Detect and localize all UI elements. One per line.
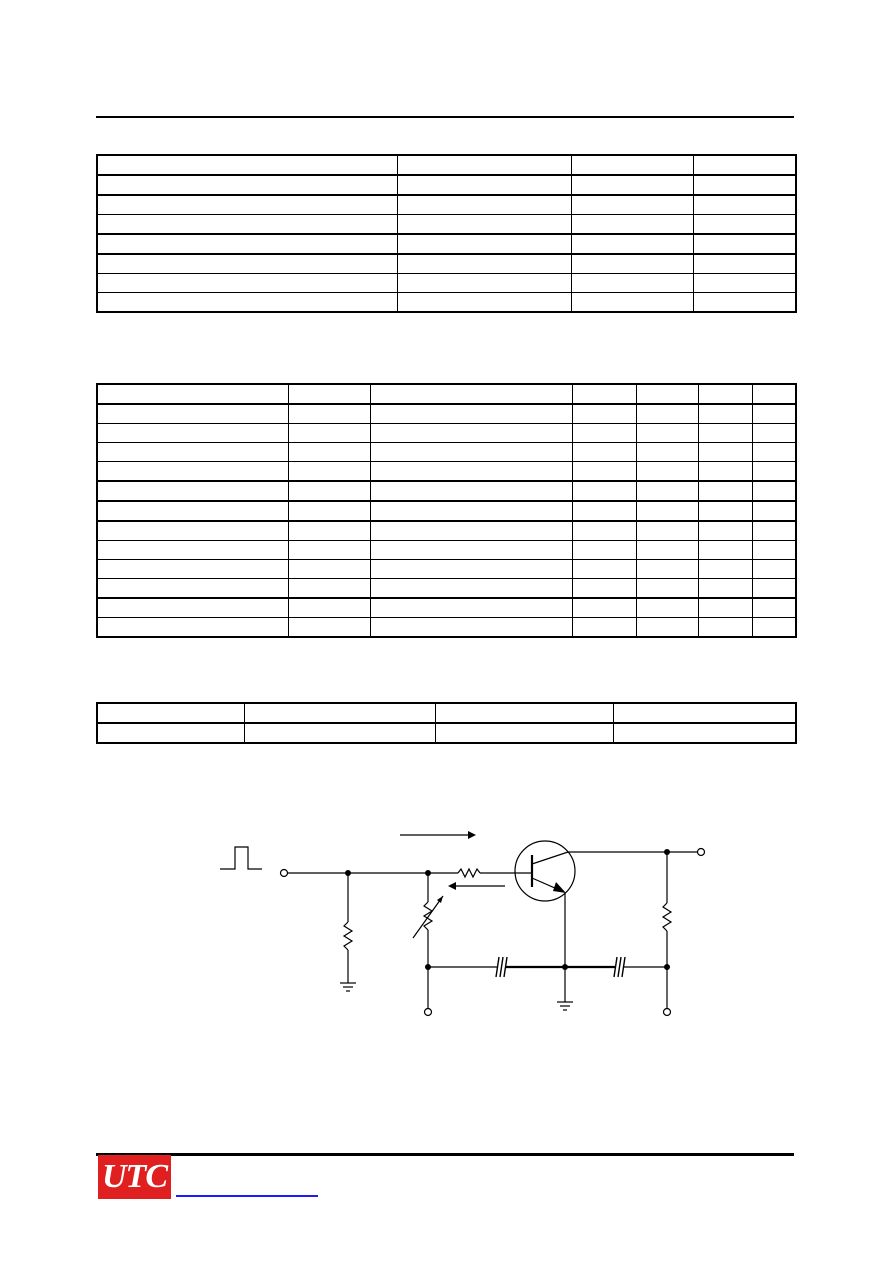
logo-text: UTC (102, 1158, 167, 1195)
table-row (97, 481, 796, 501)
table-row (97, 618, 796, 638)
transistor-symbol (515, 841, 575, 901)
bias-resistor (344, 922, 352, 950)
table-row (97, 215, 796, 235)
ground-icon (557, 1002, 573, 1010)
input-terminal (281, 870, 288, 877)
table-row (97, 703, 796, 723)
table-row (97, 155, 796, 175)
capacitor-right (614, 957, 625, 977)
electrical-characteristics-table (96, 383, 797, 638)
output-terminal (698, 849, 705, 856)
table-row (97, 443, 796, 462)
test-circuit-diagram (210, 820, 710, 1025)
table-row (97, 521, 796, 541)
website-link[interactable] (176, 1195, 318, 1197)
load-resistor (663, 903, 671, 931)
terminal (664, 1009, 671, 1016)
table-row (97, 254, 796, 274)
table-row (97, 462, 796, 482)
table-row (97, 501, 796, 521)
footer-rule (96, 1153, 794, 1156)
absolute-ratings-table (96, 154, 797, 313)
junction-node (562, 964, 568, 970)
table-row (97, 598, 796, 618)
table-row (97, 541, 796, 560)
table-row (97, 723, 796, 743)
table-row (97, 234, 796, 254)
terminal (425, 1009, 432, 1016)
input-pulse-icon (220, 847, 262, 869)
table-row (97, 579, 796, 599)
table-row (97, 384, 796, 404)
table-row (97, 404, 796, 424)
capacitor-left (496, 957, 507, 977)
table-row (97, 175, 796, 195)
header-rule (96, 116, 794, 118)
table-row (97, 424, 796, 443)
table-row (97, 293, 796, 313)
base-resistor (458, 869, 480, 877)
table-row (97, 195, 796, 215)
table-row (97, 274, 796, 293)
classification-table (96, 702, 797, 744)
utc-logo (98, 1155, 171, 1199)
table-row (97, 560, 796, 579)
ground-icon (340, 983, 356, 991)
